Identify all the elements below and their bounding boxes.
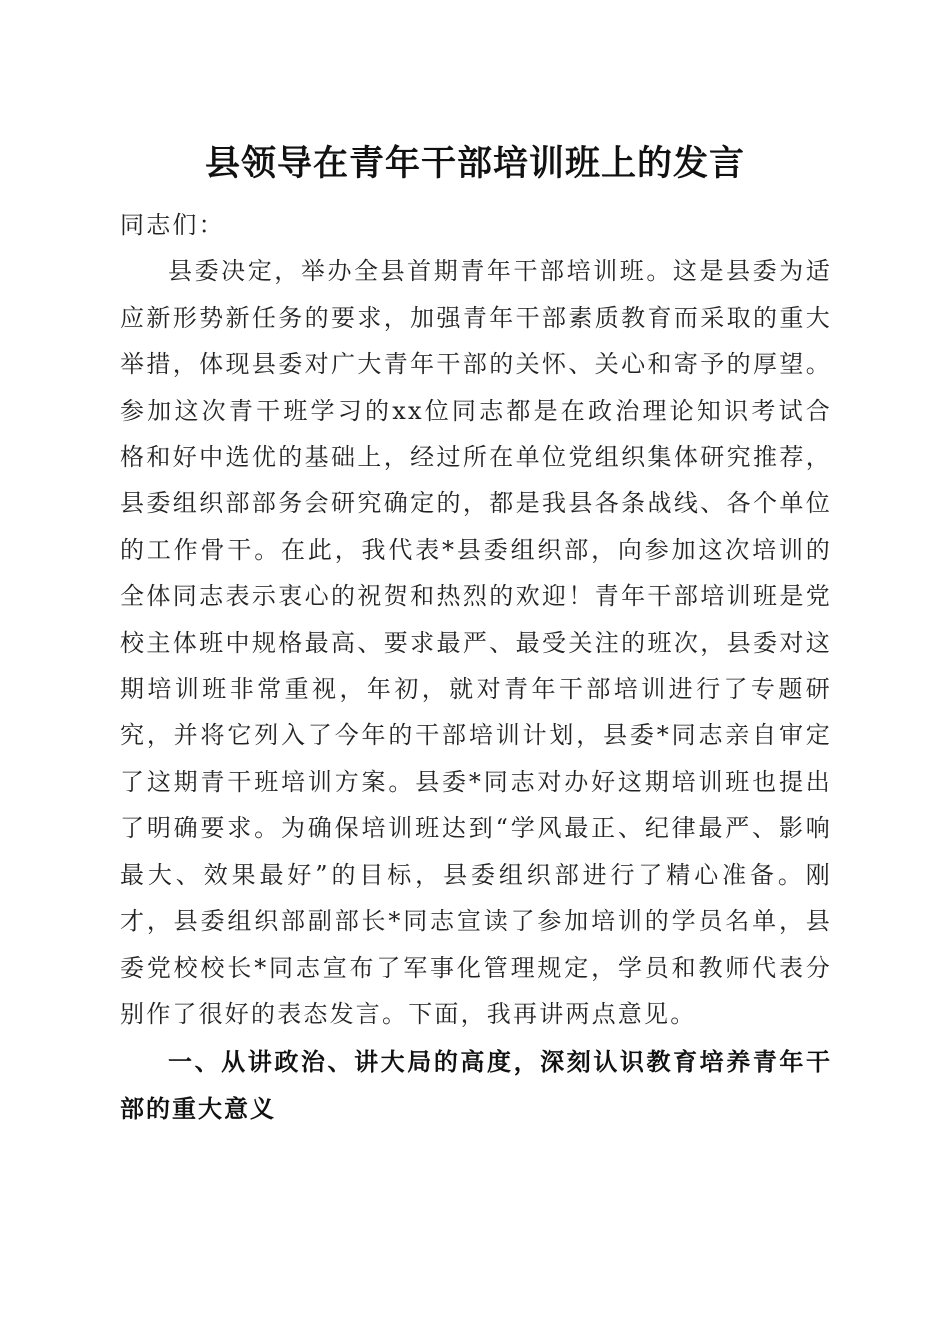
salutation: 同志们： <box>120 211 225 239</box>
document-title: 县领导在青年干部培训班上的发言 <box>204 143 745 184</box>
section-heading: 一、从讲政治、讲大局的高度，深刻认识教育培养青年干部的重大意义 <box>120 1048 832 1123</box>
document-body <box>120 202 832 1132</box>
body-paragraph: 县委决定，举办全县首期青年干部培训班。这是县委为适应新形势新任务的要求，加强青年干部素质教育而采取的重大举措，体现县委对广大青年干部的关怀、关心和寄予的厚望。参加这次青干班学习的xx位同志都是在政治理论知识考试合格和好中选优的基础上，经过所在单位党组织集体研究推荐，县委组织部部务会研究确定的，都是我县各条战线、各个单位的工作骨干。在此，我代表*县委组织部，向参加这次培训的全体同志表示衷心的祝贺和热烈的欢迎！青年干部培训班是党校主体班中规格最高、要求最严、最受关注的班次，县委对这期培训班非常重视，年初，就对青年干部培训进行了专题研究，并将它列入了今年的干部培训计划，县委*同志亲自审定了这期青干班培训方案。县委*同志对办好这期培训班也提出了明确要求。为确保培训班达到“学风最正、纪律最严、影响最大、效果最好”的目标，县委组织部进行了精心准备。刚才，县委组织部副部长*同志宣读了参加培训的学员名单，县委党校校长*同志宣布了军事化管理规定，学员和教师代表分别作了很好的表态发言。下面，我再讲两点意见。 <box>120 257 832 1028</box>
